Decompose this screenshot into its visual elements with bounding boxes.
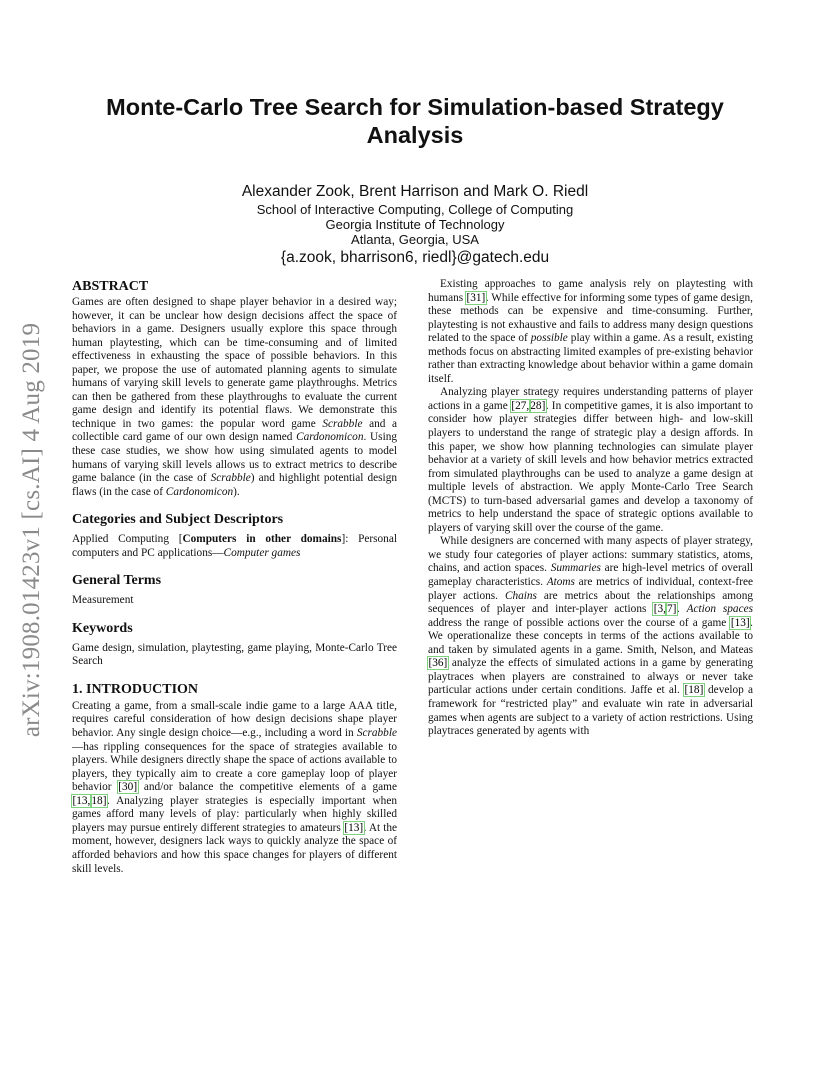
keywords-text: Game design, simulation, playtesting, game playing, Monte-Carlo Tree Search	[72, 641, 397, 668]
categories-text: Applied Computing [Computers in other domains]: Personal computers and PC applications—Computer games	[72, 533, 397, 559]
citation-link[interactable]: 28]	[530, 399, 546, 412]
citation-link[interactable]: [13]	[730, 616, 750, 629]
author-email: {a.zook, bharrison6, riedl}@gatech.edu	[280, 249, 550, 266]
intro-paragraph-3: Analyzing player strategy requires understanding patterns of player actions in a game [27,28]. In competitive games, it is also important to consider how player strategies differ between high- and low-skill players to understand the range of strategic play a design affords. In this paper, we show how planning technologies can simulate player behavior at a variety of skill levels and how behavior metrics extracted from simulated playthroughs can be used to analyze a game design at multiple levels of abstraction. We apply Monte-Carlo Tree Search (MCTS) to turn-based adversarial games and develop a taxonomy of metrics to help understand the space of strategic options available to players of varying skill over the course of the game.	[428, 386, 753, 534]
affiliation-line: Georgia Institute of Technology	[325, 217, 505, 232]
abstract-heading: ABSTRACT	[72, 279, 149, 294]
intro-paragraph-4: While designers are concerned with many aspects of player strategy, we study four categories of player actions: summary statistics, atoms, chains, and action spaces. Summaries are high-level metrics of overall gameplay characteristics. Atoms are metrics of individual, context-free player actions. Chains are metrics about the relationships among sequences of player and inter-player actions [3,7]. Action spaces address the range of possible actions over the course of a game [13]. We operationalize these concepts in terms of the actions available to and taken by simulated agents in a game. Smith, Nelson, and Mateas [36] analyze the effects of simulated actions in a game by generating playtraces when players are constrained to always or never take particular actions under certain conditions. Jaffe et al. [18] develop a framework for “restricted play” and evaluate win rate in adversarial games when agents are subject to a variety of action restrictions. Using playtraces generated by agents with	[428, 535, 754, 738]
right-column	[428, 278, 753, 739]
affiliation-line: Atlanta, Georgia, USA	[351, 232, 479, 247]
citation-link[interactable]: [13,	[72, 794, 91, 807]
intro-paragraph-2: Existing approaches to game analysis rely on playtesting with humans [31]. While effective for informing some types of game design, these methods can be expensive and time-consuming. Further, playtesting is not exhaustive and fails to address many design questions related to the space of possible play within a game. As a result, existing methods focus on abstracting limited examples of pre-existing behavior rather than extracting knowledge about behavior within a game domain itself.	[428, 278, 754, 385]
intro-paragraph-1-start: Creating a game, from a small-scale indie game to a large AAA title, requires careful consideration of how design decisions shape player behavior. Any single design choice—e.g., including a word in Scrabble—has rippling consequences for the space of strategies available to players. While designers directly shape the space of actions available to players, they typically aim to create a core gameplay loop of player behavior [30] and/or balance the competitive elements of a game [13,18]. Analyzing player strategies is especially important when games afford many levels of play: particularly when highly skilled players may pursue entirely different strategies to amateurs [13]. At the moment, however, designers lack ways to quickly analyze the space of afforded behaviors and how this space changes for players of different skill levels.	[72, 699, 397, 875]
citation-link[interactable]: [18]	[684, 684, 704, 697]
author-names: Alexander Zook, Brent Harrison and Mark O. Riedl	[241, 183, 589, 200]
citation-link[interactable]: [30]	[118, 781, 138, 794]
keywords-heading: Keywords	[72, 620, 133, 636]
arxiv-stamp-text: arXiv:1908.01423v1 [cs.AI] 4 Aug 2019	[18, 322, 45, 738]
citation-link[interactable]: 18]	[91, 794, 107, 807]
citation-link[interactable]: 7]	[666, 603, 677, 616]
citation-link[interactable]: [31]	[466, 291, 486, 304]
general-terms-heading: General Terms	[72, 573, 162, 589]
introduction-heading: 1. INTRODUCTION	[72, 681, 199, 697]
citation-link[interactable]: [13]	[344, 821, 364, 834]
affiliation-line: School of Interactive Computing, College of Computing	[256, 202, 574, 217]
arxiv-stamp	[14, 295, 50, 765]
paper-title: Monte-Carlo Tree Search for Simulation-based Strategy Analysis	[106, 94, 724, 148]
citation-link[interactable]: [3,	[653, 603, 666, 616]
author-block	[70, 182, 760, 268]
general-terms-text: Measurement	[72, 594, 134, 607]
citation-link[interactable]: [36]	[428, 657, 448, 670]
left-column	[72, 278, 397, 876]
abstract-text: Games are often designed to shape player behavior in a desired way; however, it can be unclear how design decisions affect the space of behaviors in a game. Designers usually explore this space through human playtesting, which can be time-consuming and of limited effectiveness in exhausting the space of possible behaviors. In this paper, we propose the use of automated planning agents to simulate humans of varying skill levels to generate game playthroughs. Metrics can then be gathered from these playthroughs to evaluate the current game design and identify its potential flaws. We demonstrate this technique in two games: the popular word game Scrabble and a collectible card game of our own design named Cardonomicon. Using these case studies, we show how using simulated agents to model humans of varying skill levels allows us to extract metrics to describe game balance (in the case of Scrabble) and highlight potential design flaws (in the case of Cardonomicon).	[72, 296, 398, 498]
categories-heading: Categories and Subject Descriptors	[72, 512, 284, 528]
citation-link[interactable]: [27,	[511, 399, 530, 412]
